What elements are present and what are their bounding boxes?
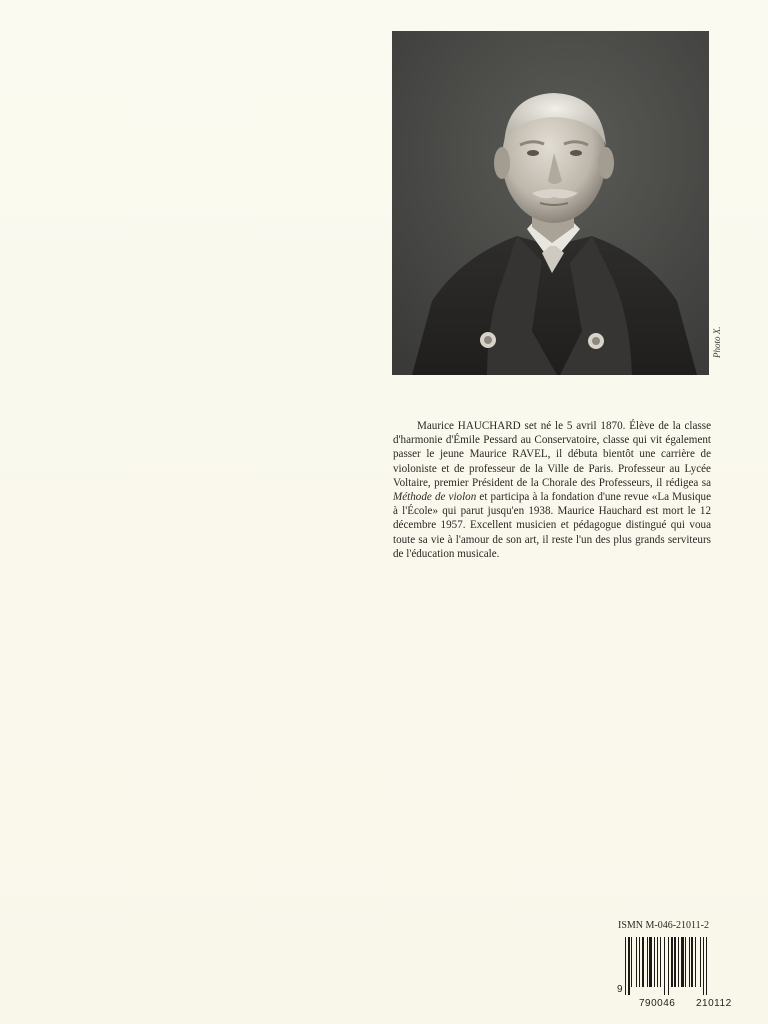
biography-part-1: Maurice HAUCHARD set né le 5 avril 1870. Élève de la classe d'harmonie d'Émile Pessard au Conservatoire, classe qui vit également passer le jeune Maurice RAVEL, il débuta bientôt une carrière de violoniste et de professeur de la Ville de Paris. Professeur au Lycée Voltaire, premier Président de la Chorale des Professeurs, il rédigea sa bbox=[393, 420, 711, 489]
biography-text bbox=[393, 419, 711, 561]
barcode-bar bbox=[636, 937, 637, 987]
barcode-bar bbox=[654, 937, 655, 987]
barcode-bar bbox=[628, 937, 630, 995]
barcode-bar bbox=[625, 937, 626, 995]
barcode-bar bbox=[678, 937, 679, 987]
barcode-bar bbox=[685, 937, 686, 987]
barcode-bar bbox=[689, 937, 690, 987]
portrait-photo bbox=[392, 31, 709, 375]
photo-credit: Photo X. bbox=[712, 326, 722, 358]
barcode-bar bbox=[664, 937, 665, 995]
barcode-bar bbox=[660, 937, 661, 987]
barcode-bar bbox=[631, 937, 632, 987]
barcode-bar bbox=[706, 937, 707, 995]
barcode-bar bbox=[703, 937, 704, 995]
barcode-bar bbox=[657, 937, 658, 987]
barcode-bar bbox=[642, 937, 644, 987]
barcode-group-2: 210112 bbox=[696, 998, 732, 1009]
barcode-bar bbox=[639, 937, 640, 987]
barcode-bar bbox=[671, 937, 673, 987]
biography-part-2: et participa à la fondation d'une revue «La Musique à l'École» qui parut jusqu'en 1938. Maurice Hauchard est mort le 12 décembre 1957. Excellent musicien et pédagogue distingué qui voua toute sa vie à l'amour de son art, il reste l'un des plus grands serviteurs de l'éducation musicale. bbox=[393, 491, 711, 560]
barcode-bar bbox=[691, 937, 693, 987]
barcode-bar bbox=[668, 937, 669, 995]
barcode-bar bbox=[647, 937, 648, 987]
barcode-bar bbox=[674, 937, 676, 987]
barcode bbox=[617, 937, 747, 1009]
barcode-lead-digit: 9 bbox=[617, 984, 624, 995]
method-title: Méthode de violon bbox=[393, 491, 477, 504]
barcode-bar bbox=[681, 937, 684, 987]
barcode-bars bbox=[625, 937, 747, 995]
barcode-group-1: 790046 bbox=[639, 998, 676, 1009]
barcode-bar bbox=[649, 937, 652, 987]
ismn-number: ISMN M-046-21011-2 bbox=[618, 920, 710, 931]
biography-paragraph bbox=[393, 419, 711, 561]
barcode-bar bbox=[700, 937, 701, 987]
barcode-bar bbox=[695, 937, 696, 987]
